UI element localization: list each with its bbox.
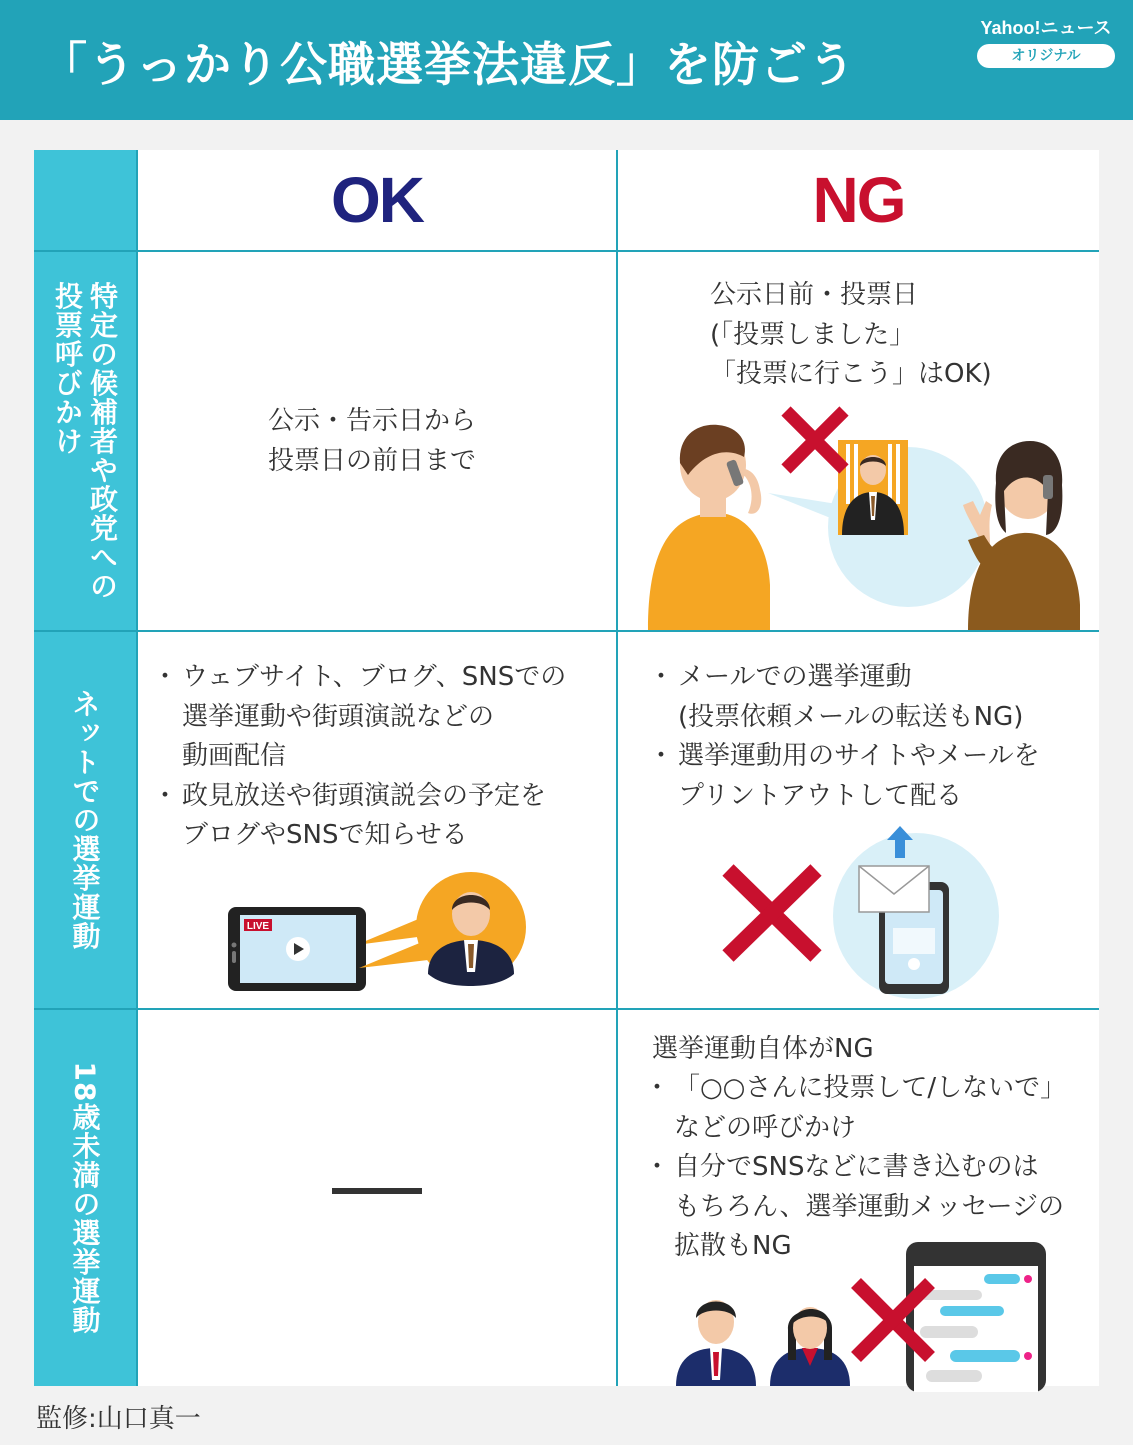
ng-internet-list: [654, 658, 1040, 816]
students-icon: [674, 1290, 864, 1386]
mail-upload-icon: [831, 828, 1001, 998]
list-item: ・ 「○○さんに投票して/しないで」 などの呼びかけ: [650, 1069, 1066, 1148]
divider: [616, 150, 618, 1386]
divider: [34, 630, 1099, 632]
ok-minors-dash: [332, 1188, 422, 1194]
ok-internet-list: [158, 658, 566, 856]
list-item: ・ 選挙運動用のサイトやメールを プリントアウトして配る: [654, 737, 1040, 816]
ok-vote-appeal-text: 公示・告示日から 投票日の前日まで: [268, 406, 477, 476]
cross-icon: [780, 405, 850, 475]
list-item: ・ ウェブサイト、ブログ、SNSでの 選挙運動や街頭演説などの 動画配信: [158, 658, 566, 777]
row-header-internet: [34, 632, 136, 1008]
ng-column-header: NG: [812, 164, 905, 236]
header-banner: [0, 0, 1133, 120]
list-item: ・ メールでの選挙運動 (投票依頼メールの転送もNG): [654, 658, 1040, 737]
supervisor-credit: 監修:山口真一: [36, 1404, 201, 1434]
candidate-avatar-icon: [414, 870, 529, 985]
comparison-table: [34, 150, 1099, 1386]
ng-minors-list: [650, 1069, 1066, 1267]
corner-cell: [34, 150, 136, 250]
brand-tag: オリジナル: [977, 44, 1115, 68]
cross-icon: [848, 1275, 938, 1365]
brand-logo: [977, 14, 1115, 68]
cross-icon: [720, 862, 824, 964]
row-header-vote-appeal: [34, 252, 136, 630]
row-label-vote-appeal: 特定の候補者や政党への 投票呼びかけ: [51, 281, 119, 601]
divider: [136, 150, 138, 1386]
ng-vote-appeal-text: 公示日前・投票日 (「投票しました」 「投票に行こう」はOK): [710, 280, 992, 389]
live-badge: LIVE: [246, 921, 270, 932]
list-item: ・ 自分でSNSなどに書き込むのは もちろん、選挙運動メッセージの 拡散もNG: [650, 1148, 1066, 1267]
brand-name: Yahoo!ニュース: [980, 18, 1112, 38]
row-label-minors: 18歳未満の選挙運動: [68, 1061, 102, 1335]
row-label-internet: ネットでの選挙運動: [68, 689, 102, 951]
page-title: 「うっかり公職選挙法違反」を防ごう: [40, 38, 856, 93]
divider: [34, 1008, 1099, 1010]
live-video-tablet-icon: [228, 905, 368, 995]
ok-column-header: OK: [331, 164, 423, 236]
ng-minors-intro: 選挙運動自体がNG: [652, 1034, 874, 1064]
row-header-minors: [34, 1010, 136, 1386]
list-item: ・ 政見放送や街頭演説会の予定を ブログやSNSで知らせる: [158, 777, 566, 856]
divider: [34, 250, 1099, 252]
